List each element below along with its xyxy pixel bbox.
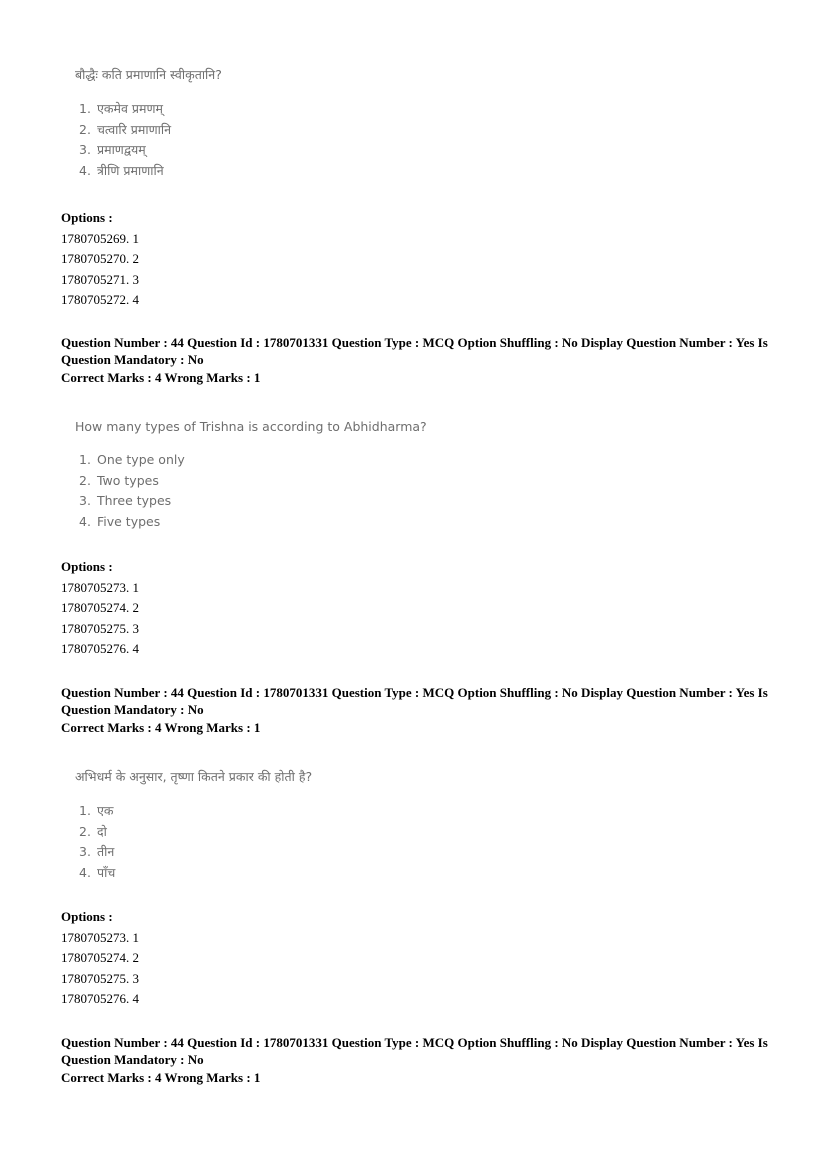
question-meta bbox=[61, 1034, 771, 1086]
option-item: 1780705273. 1 bbox=[61, 929, 139, 945]
choice-item: 3. प्रमाणद्वयम् bbox=[79, 142, 146, 157]
option-item: 1780705274. 2 bbox=[61, 600, 139, 615]
question-text: अभिधर्म के अनुसार, तृष्णा कितने प्रकार की होती है? bbox=[75, 769, 313, 784]
options-label: Options : bbox=[61, 210, 113, 225]
choice-item: 4. Five types bbox=[79, 513, 161, 529]
option-item: 1780705275. 3 bbox=[61, 620, 139, 636]
question-meta bbox=[61, 684, 771, 736]
choice-item: 3. तीन bbox=[79, 844, 115, 859]
choice-item: 1. एकमेव प्रमणम् bbox=[79, 101, 163, 116]
choice-item: 2. चत्वारि प्रमाणानि bbox=[79, 121, 172, 137]
choice-item: 4. पाँच bbox=[79, 864, 116, 880]
option-item: 1780705270. 2 bbox=[61, 251, 139, 266]
choice-item: 1. One type only bbox=[79, 452, 185, 467]
option-item: 1780705269. 1 bbox=[61, 230, 139, 246]
marks-line: Correct Marks : 4 Wrong Marks : 1 bbox=[61, 720, 261, 735]
question-meta-line: Question Number : 44 Question Id : 1780701331 Question Type : MCQ Option Shuffling : No Display Question Number : Yes Is Question Mandatory : No bbox=[61, 1035, 768, 1067]
marks-line: Correct Marks : 4 Wrong Marks : 1 bbox=[61, 1070, 261, 1085]
question-image bbox=[75, 66, 222, 181]
choice-list bbox=[75, 450, 427, 532]
options-label: Options : bbox=[61, 559, 113, 574]
question-text: How many types of Trishna is according to Abhidharma? bbox=[75, 419, 427, 434]
choice-item: 3. Three types bbox=[79, 493, 172, 508]
option-item: 1780705275. 3 bbox=[61, 970, 139, 986]
question-meta-line: Question Number : 44 Question Id : 1780701331 Question Type : MCQ Option Shuffling : No Display Question Number : Yes Is Question Mandatory : No bbox=[61, 685, 768, 717]
option-item: 1780705273. 1 bbox=[61, 579, 139, 595]
option-item: 1780705276. 4 bbox=[61, 991, 139, 1006]
option-item: 1780705272. 4 bbox=[61, 292, 139, 307]
choice-list bbox=[75, 801, 312, 883]
options-list bbox=[61, 557, 139, 660]
options-label: Options : bbox=[61, 909, 113, 924]
choice-item: 4. त्रीणि प्रमाणानि bbox=[79, 162, 164, 178]
choice-item: 2. Two types bbox=[79, 472, 159, 488]
option-item: 1780705271. 3 bbox=[61, 271, 139, 287]
question-image bbox=[75, 768, 312, 883]
choice-item: 2. दो bbox=[79, 823, 107, 839]
choice-item: 1. एक bbox=[79, 803, 114, 818]
marks-line: Correct Marks : 4 Wrong Marks : 1 bbox=[61, 370, 261, 385]
question-text: बौद्धैः कति प्रमाणानि स्वीकृतानि? bbox=[75, 67, 222, 82]
options-list bbox=[61, 907, 139, 1010]
option-item: 1780705274. 2 bbox=[61, 950, 139, 965]
options-list bbox=[61, 208, 139, 311]
question-meta bbox=[61, 334, 771, 386]
choice-list bbox=[75, 99, 222, 181]
option-item: 1780705276. 4 bbox=[61, 641, 139, 656]
question-image bbox=[75, 419, 427, 532]
question-meta-line: Question Number : 44 Question Id : 1780701331 Question Type : MCQ Option Shuffling : No Display Question Number : Yes Is Question Mandatory : No bbox=[61, 335, 768, 367]
